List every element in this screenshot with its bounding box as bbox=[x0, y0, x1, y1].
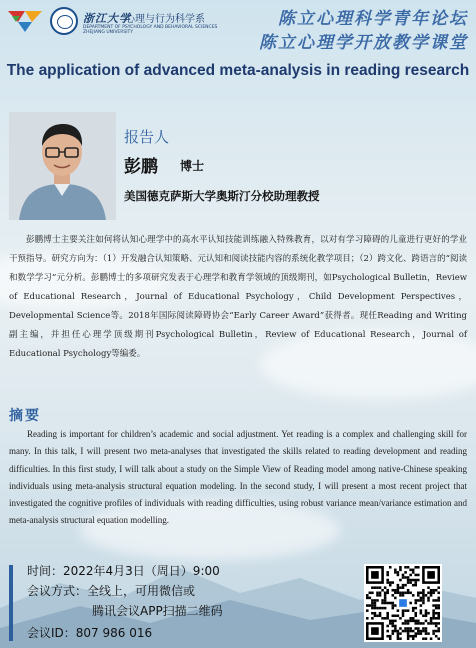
speaker-bio: 彭鹏博士主要关注如何将认知心理学中的高水平认知技能训练融入特殊教育，以对有学习障碍的儿童进行更好的学业干预指导。研究方向为：（1）开发融合认知策略、元认知和阅读技能内容的系统化教学项目；（2）跨文化、跨语言的“阅读和数学学习”元分析。彭鹏博士的多项研究发表于心理学和教育学领域的顶级期刊，如Psychological Bulletin，Review of Educational Research，Journal of Educational Psychology，Child Development Perspectives，Developmental Science等。2018年国际阅读障碍协会“Early Career Award”获得者。现任Reading and Writing副主编，并担任心理学顶级期刊Psychological Bulletin，Review of Educational Research，Journal of Educational Psychology等编委。 bbox=[9, 235, 467, 359]
meeting-qr-code[interactable] bbox=[364, 564, 442, 642]
speaker-photo bbox=[9, 112, 116, 220]
speaker-label: 报告人 bbox=[124, 128, 170, 146]
event-time: 时间：2022年4月3日（周日）9:00 bbox=[27, 564, 220, 578]
talk-title: The application of advanced meta-analysis in reading research bbox=[6, 62, 470, 79]
classroom-slogan: 陈立心理学开放教学课堂 bbox=[259, 33, 468, 53]
speaker-portrait bbox=[9, 112, 116, 220]
department-en-line1: DEPARTMENT OF PSYCHOLOGY AND BEHAVIORAL SCIENCES bbox=[83, 25, 218, 30]
psychology-logo-icon bbox=[6, 8, 44, 34]
qr-code-icon bbox=[366, 566, 440, 640]
speaker-degree: 博士 bbox=[180, 159, 205, 173]
university-seal-icon bbox=[50, 7, 78, 35]
info-accent-bar bbox=[9, 565, 13, 641]
meeting-id: 会议ID：807 986 016 bbox=[27, 626, 153, 640]
department-name: 心理与行为科学系 bbox=[125, 14, 205, 25]
speaker-name: 彭鹏 bbox=[124, 157, 158, 177]
university-name: 浙江大学 bbox=[83, 12, 131, 25]
event-mode: 会议方式：全线上，可用微信或 bbox=[27, 584, 196, 598]
department-en-line2: ZHEJIANG UNIVERSITY bbox=[83, 30, 134, 35]
event-mode-continued: 腾讯会议APP扫描二维码 bbox=[92, 604, 223, 618]
department-name-en bbox=[83, 25, 223, 35]
speaker-affiliation: 美国德克萨斯大学奥斯汀分校助理教授 bbox=[124, 189, 320, 203]
abstract-heading: 摘要 bbox=[9, 408, 41, 424]
forum-slogan: 陈立心理科学青年论坛 bbox=[278, 9, 468, 29]
header bbox=[0, 0, 476, 60]
abstract-text: Reading is important for children’s academic and social adjustment. Yet reading is a complex and challenging skill for many. In this talk, I will present two meta-analyses that investigated the skills related to reading development and reading difficulties. In this first study, I will talk about a study on the Simple View of Reading model among native-Chinese speaking individuals using meta-analysis structural equation modeling. In the second study, I will present a most recent project that investigated the cognitive profiles of individuals with reading difficulties, using robust variance mean/variance estimation and meta-analysis structural equation modelling. bbox=[9, 429, 467, 526]
